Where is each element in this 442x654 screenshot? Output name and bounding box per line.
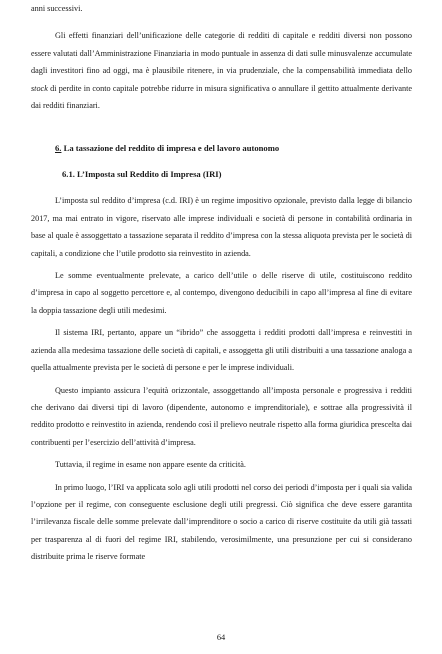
page-body: [31, 0, 412, 566]
paragraph-horizontal-equity: Questo impianto assicura l’equità orizzontale, assoggettando all’imposta personale e progressiva i redditi che derivano dai diversi tipi di lavoro (dipendente, autonomo e imprenditoriale), e sottrae alla progressività il reddito prodotto e reinvestito in azienda, rendendo così il prelievo neutrale rispetto alla forma giuridica prescelta dai contribuenti per l’esercizio dell’attività d’impresa.: [31, 385, 412, 447]
paragraph-text: Gli effetti finanziari dell’unificazione delle categorie di redditi di capitale e redditi diversi non possono essere valutati dall’Amministrazione Finanziaria in modo puntuale in assenza di dati sulle minusvalenze accumulate dagli investitori fino ad oggi, ma è plausibile ritenere, in via prudenziale, che la compensabilità immediata dello: [31, 31, 412, 76]
paragraph-first-issue: In primo luogo, l’IRI va applicata solo agli utili prodotti nel corso dei periodi d’imposta per i quali sia valida l’opzione per il regime, con conseguente esclusione degli utili pregressi. Ciò significa che deve essere garantita l’irrilevanza fiscale delle somme prelevate dall’imprenditore o socio a carico di riserve costituite da utili già tassati per trasparenza al di fuori del regime IRI, stabilendo, verosimilmente, una presunzione per cui si considerano distribuite prima le riserve formate: [31, 482, 412, 562]
paragraph-text-end: di perdite in conto capitale potrebbe ridurre in misura significativa o annullare il gettito attualmente derivante dai redditi finanziari.: [31, 83, 413, 111]
paragraph-criticisms: Tuttavia, il regime in esame non appare esente da criticità.: [55, 460, 246, 470]
page-number: 64: [216, 633, 226, 642]
paragraph-iri-definition: L’imposta sul reddito d’impresa (c.d. IRI) è un regime impositivo opzionale, previsto dalla legge di bilancio 2017, ma mai entrato in vigore, riservato alle imprese individuali e società di persone in contabilità ordinaria in base al quale è assoggettato a tassazione separata il reddito d’impresa con la stessa aliquota prevista per le società di capitali, a condizione che l’utile prodotto sia reinvestito in azienda.: [31, 196, 412, 258]
paragraph-financial-effects: [31, 27, 412, 114]
subsection-heading: 6.1. L’Imposta sul Reddito di Impresa (IRI): [62, 169, 222, 180]
section-title: La tassazione del reddito di impresa e del lavoro autonomo: [61, 143, 280, 154]
paragraph-continuation: anni successivi.: [31, 4, 83, 13]
section-number: 6.: [55, 143, 62, 154]
paragraph-withdrawals: Le somme eventualmente prelevate, a carico dell’utile o delle riserve di utile, costituiscono reddito d’impresa in capo al soggetto percettore e, al contempo, divengono deducibili in capo all’impresa al fine di evitare la doppia tassazione degli utili medesimi.: [31, 271, 412, 315]
italic-term: stock: [31, 83, 48, 93]
paragraph-hybrid-system: Il sistema IRI, pertanto, appare un “ibrido” che assoggetta i redditi prodotti dall’impresa e reinvestiti in azienda alla medesima tassazione delle società di capitali, e assoggetta gli utili distribuiti a una tassazione analoga a quella attualmente prevista per le società di persone e per le imprese individuali.: [31, 328, 412, 373]
section-heading: [31, 140, 412, 157]
